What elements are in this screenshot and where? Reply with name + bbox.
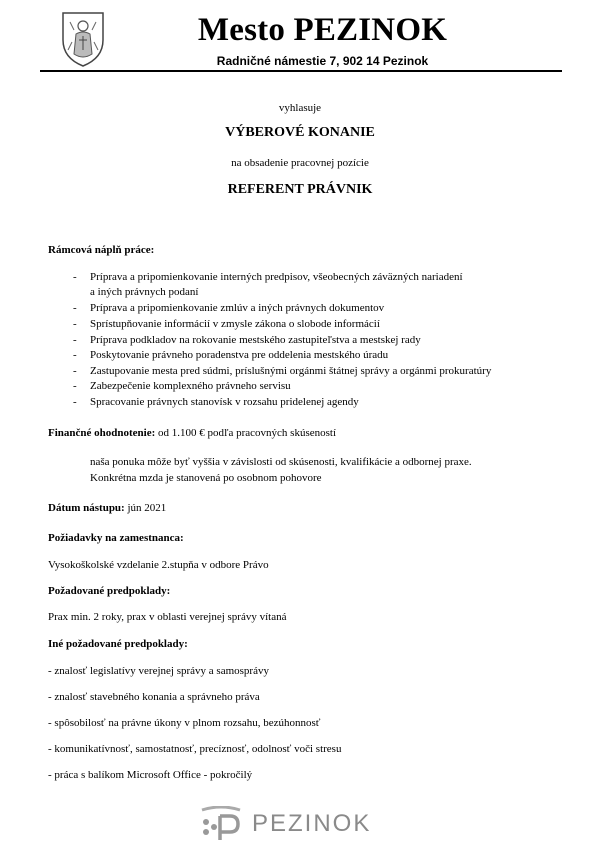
salary-note: naša ponuka môže byť vyššia v závislosti od skúsenosti, kvalifikácie a odbornej praxe. [90,456,472,468]
bullet-dash: - [73,318,77,330]
requirements-heading: Požiadavky na zamestnanca: [48,532,184,544]
duty-item: Spracovanie právnych stanovísk v rozsahu pridelenej agendy [90,396,359,408]
city-address: Radničné námestie 7, 902 14 Pezinok [216,54,429,68]
footer-brand: PEZINOK [252,810,372,837]
announce-subtitle: na obsadenie pracovnej pozície [231,157,369,169]
salary-label: Finančné ohodnotenie: [48,427,156,439]
other-item: - znalosť stavebného konania a správneho práva [48,691,260,703]
bullet-dash: - [73,302,77,314]
duty-item: Príprava podkladov na rokovanie mestského zastupiteľstva a mestskej rady [90,334,421,346]
prerequisites-value: Prax min. 2 roky, prax v oblasti verejnej správy vítaná [48,611,287,623]
bullet-dash: - [73,271,77,283]
salary-line [48,427,336,439]
duty-item: Príprava a pripomienkovanie zmlúv a iných právnych dokumentov [90,302,385,314]
salary-value: od 1.100 € podľa pracovných skúseností [158,427,337,439]
announce-verb: vyhlasuje [278,102,322,114]
header-divider [40,70,562,72]
bullet-dash: - [73,380,77,392]
bullet-dash: - [73,349,77,361]
other-item: - práca s balíkom Microsoft Office - pokročilý [48,769,253,781]
position-title: REFERENT PRÁVNIK [227,182,373,197]
duty-item: Zastupovanie mesta pred súdmi, príslušnými orgánmi štátnej správy a orgánmi prokuratúry [90,365,492,377]
duty-item: Príprava a pripomienkovanie interných predpisov, všeobecných záväzných nariadení [90,271,463,283]
bullet-dash: - [73,365,77,377]
duty-item: Zabezpečenie komplexného právneho servisu [90,380,291,392]
announce-title: VÝBEROVÉ KONANIE [225,125,375,140]
requirements-value: Vysokoškolské vzdelanie 2.stupňa v odbore Právo [48,559,269,571]
prerequisites-heading: Požadované predpoklady: [48,585,171,597]
salary-note-2: Konkrétna mzda je stanovená po osobnom pohovore [90,472,322,484]
start-value: jún 2021 [127,502,167,514]
other-item: - komunikatívnosť, samostatnosť, precíznosť, odolnosť voči stresu [48,743,342,755]
duty-item: Sprístupňovanie informácií v zmysle zákona o slobode informácií [90,318,380,330]
duty-item: Poskytovanie právneho poradenstva pre oddelenia mestského úradu [90,349,389,361]
pezinok-logo-icon [196,806,246,842]
bullet-dash: - [73,334,77,346]
duties-heading: Rámcová náplň práce: [48,244,155,256]
start-label: Dátum nástupu: [48,502,125,514]
bullet-dash: - [73,396,77,408]
other-item: - spôsobilosť na právne úkony v plnom rozsahu, bezúhonnosť [48,717,321,729]
other-heading: Iné požadované predpoklady: [48,638,188,650]
start-line [48,502,166,514]
duty-item-continuation: a iných právnych podaní [90,286,199,298]
city-title: Mesto PEZINOK [197,12,448,48]
other-item: - znalosť legislatívy verejnej správy a samosprávy [48,665,269,677]
